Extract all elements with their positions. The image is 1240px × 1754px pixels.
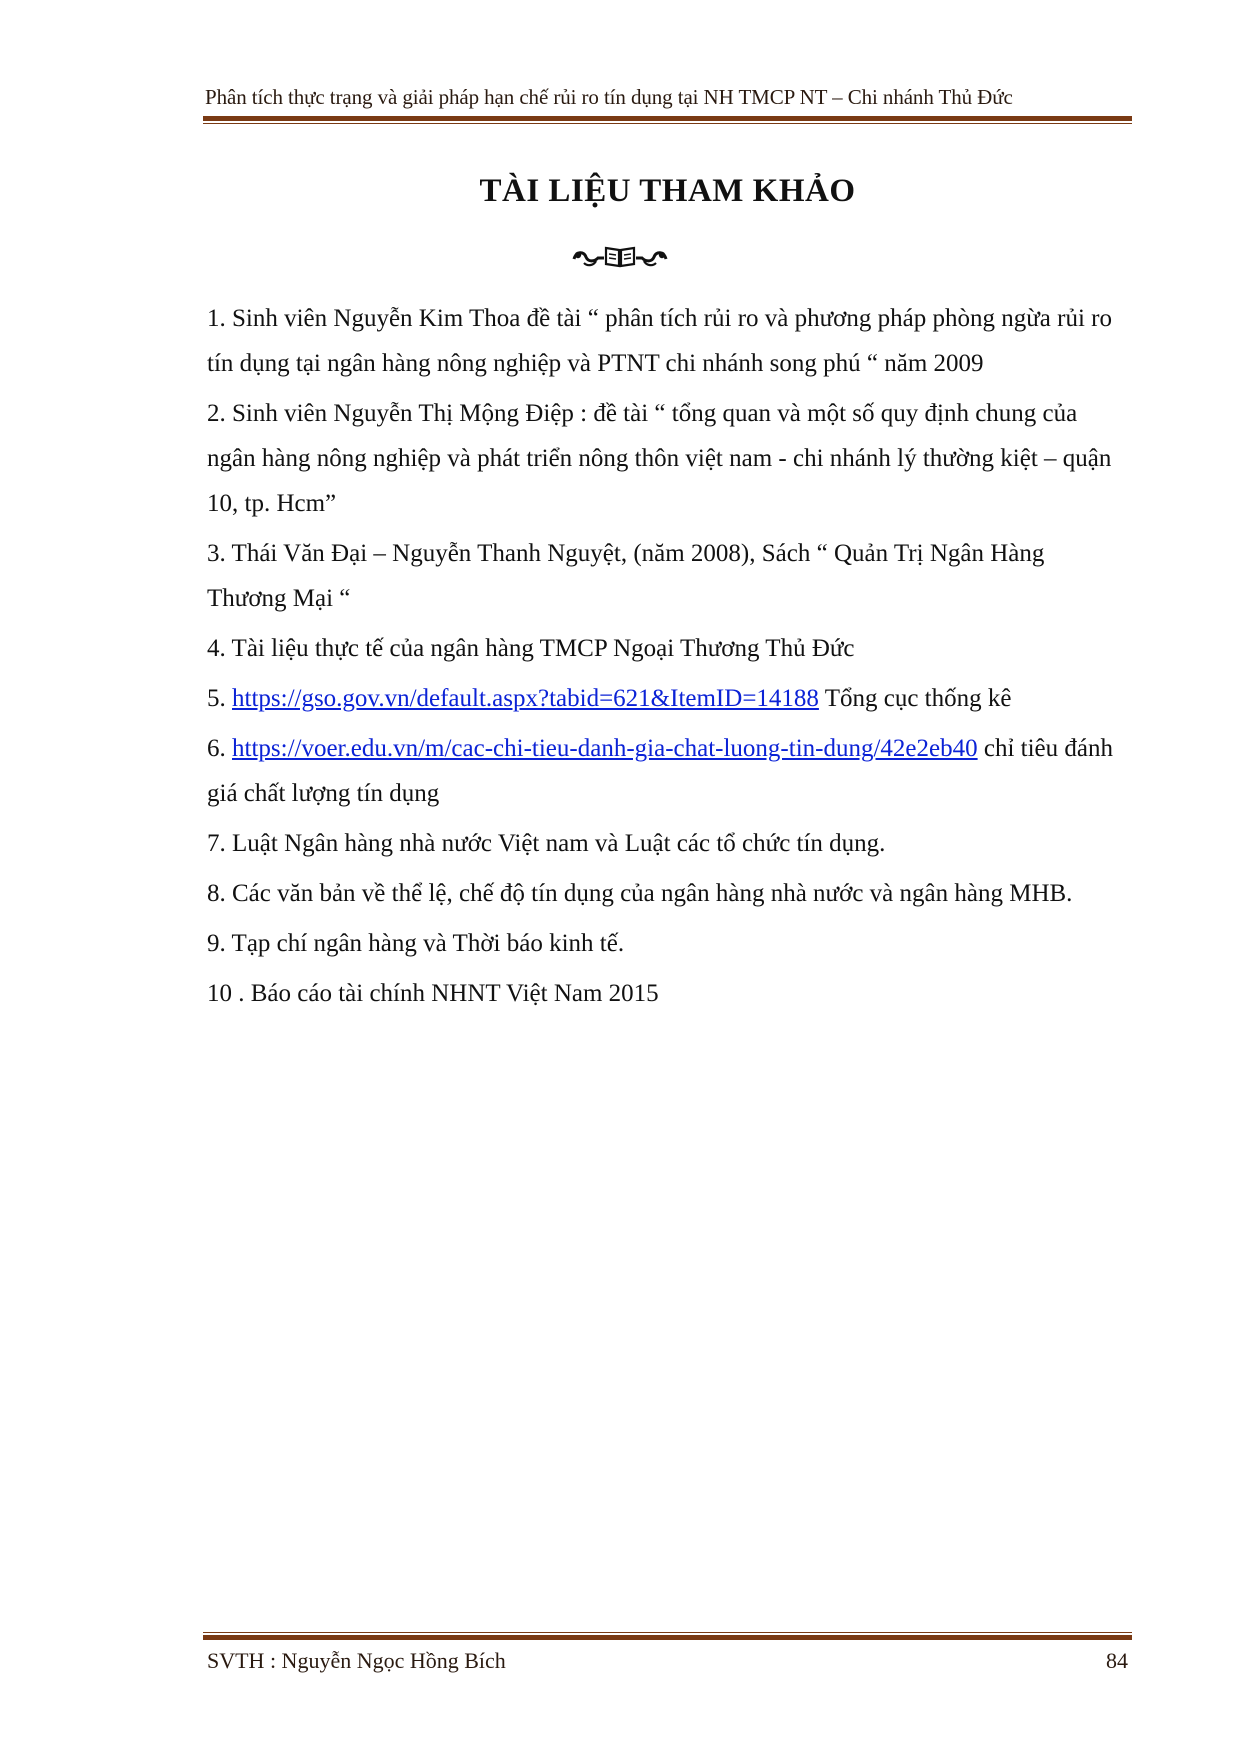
running-header: Phân tích thực trạng và giải pháp hạn chế rủi ro tín dụng tại NH TMCP NT – Chi nhánh Thủ Đức bbox=[205, 85, 1013, 109]
header-rule-thin bbox=[203, 123, 1132, 124]
footer-rule bbox=[203, 1635, 1132, 1640]
reference-item-7: 7. Luật Ngân hàng nhà nước Việt nam và Luật các tổ chức tín dụng. bbox=[207, 830, 886, 857]
reference-list bbox=[207, 296, 1127, 1021]
book-flourish-icon bbox=[570, 243, 670, 269]
gso-link[interactable]: https://gso.gov.vn/default.aspx?tabid=621&ItemID=14188 bbox=[232, 685, 819, 712]
reference-description: chỉ tiêu đánh giá chất lượng tín dụng bbox=[207, 735, 1113, 807]
reference-number: 5. bbox=[207, 685, 232, 712]
reference-item-1: 1. Sinh viên Nguyễn Kim Thoa đề tài “ phân tích rủi ro và phương pháp phòng ngừa rủi ro tín dụng tại ngân hàng nông nghiệp và PTNT chi nhánh song phú “ năm 2009 bbox=[207, 305, 1112, 377]
reference-item-9: 9. Tạp chí ngân hàng và Thời báo kinh tế. bbox=[207, 930, 625, 957]
reference-number: 6. bbox=[207, 735, 232, 762]
footer-rule-thin bbox=[203, 1632, 1132, 1633]
reference-description: Tổng cục thống kê bbox=[818, 685, 1012, 712]
footer-author: SVTH : Nguyễn Ngọc Hồng Bích bbox=[207, 1648, 506, 1673]
reference-item-6 bbox=[207, 726, 1127, 816]
page-title: TÀI LIỆU THAM KHẢO bbox=[479, 173, 856, 209]
voer-link[interactable]: https://voer.edu.vn/m/cac-chi-tieu-danh-gia-chat-luong-tin-dung/42e2eb40 bbox=[232, 735, 978, 762]
reference-item-8: 8. Các văn bản về thể lệ, chế độ tín dụng của ngân hàng nhà nước và ngân hàng MHB. bbox=[207, 880, 1073, 907]
reference-item-2: 2. Sinh viên Nguyễn Thị Mộng Điệp : đề tài “ tổng quan và một số quy định chung của ngân hàng nông nghiệp và phát triển nông thôn việt nam - chi nhánh lý thường kiệt – quận 10, tp. Hcm” bbox=[207, 400, 1112, 517]
reference-item-10: 10 . Báo cáo tài chính NHNT Việt Nam 2015 bbox=[207, 980, 659, 1007]
reference-item-4: 4. Tài liệu thực tế của ngân hàng TMCP Ngoại Thương Thủ Đức bbox=[207, 635, 855, 662]
reference-item-5 bbox=[207, 676, 1127, 721]
title-ornament bbox=[0, 243, 1240, 273]
page-number: 84 bbox=[1106, 1648, 1128, 1673]
header-rule bbox=[203, 116, 1132, 121]
reference-item-3: 3. Thái Văn Đại – Nguyễn Thanh Nguyệt, (năm 2008), Sách “ Quản Trị Ngân Hàng Thương Mại “ bbox=[207, 540, 1045, 612]
